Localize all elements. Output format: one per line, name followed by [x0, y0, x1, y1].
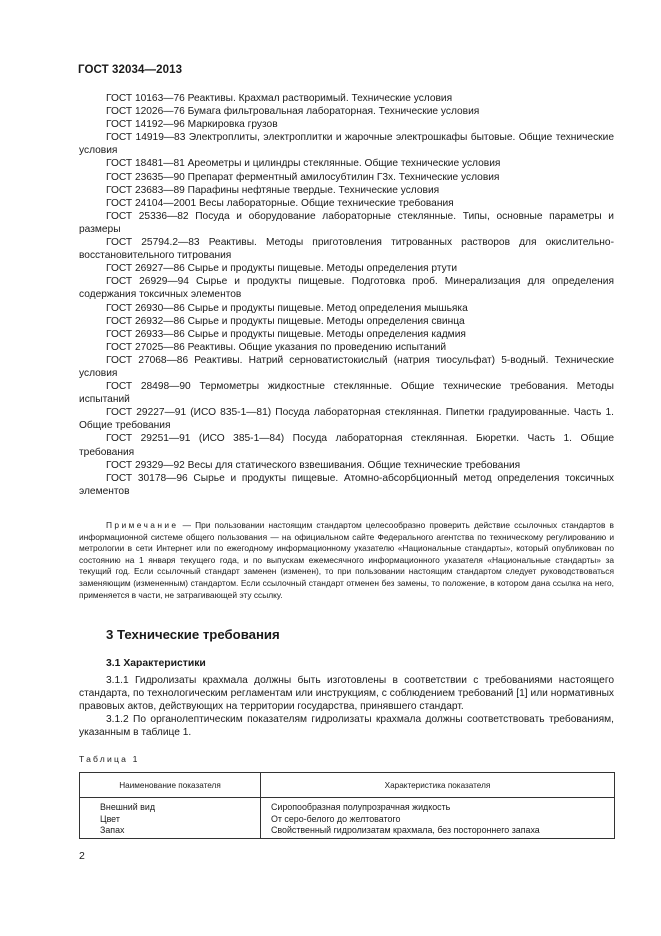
table-row — [80, 798, 615, 814]
reference-item: ГОСТ 23635—90 Препарат ферментный амилосубтилин Г3х. Технические условия — [106, 171, 500, 183]
subsection-title: 3.1 Характеристики — [106, 658, 206, 669]
table-row — [80, 825, 615, 838]
paragraph: 3.1.1 Гидролизаты крахмала должны быть изготовлены в соответствии с требованиями настоящего стандарта, по технологическим регламентам или инструкциям, с соблюдением требований [1] или нормативных правовых актов, действующих на территории государства, принявшего стандарт. — [79, 675, 614, 713]
reference-item: ГОСТ 26929—94 Сырье и продукты пищевые. Подготовка проб. Минерализация для определения содержания токсичных элементов — [79, 276, 614, 301]
reference-item: ГОСТ 26932—86 Сырье и продукты пищевые. Методы определения свинца — [106, 315, 465, 327]
table-label: Таблица 1 — [79, 754, 140, 764]
reference-item: ГОСТ 14192—96 Маркировка грузов — [106, 119, 278, 131]
note-text: — При пользовании настоящим стандартом целесообразно проверить действие ссылочных стандартов в информационной системе общего пользования — на официальном сайте Федерального агентства по техническому регулированию и метрологии в сети Интернет или по ежегодному информационному указателю «Национальные стандарты», который опубликован по состоянию на 1 января текущего года, и по выпускам ежемесячного информационного указателя «Национальные стандарты» за текущий год. Если ссылочный стандарт заменен (изменен), то при пользовании настоящим стандартом следует руководствоваться заменяющим (измененным) стандартом. Если ссылочный стандарт отменен без замены, то положение, в котором дана ссылка на него, применяется в части, не затрагивающей эту ссылку. — [79, 520, 615, 600]
reference-item: ГОСТ 29227—91 (ИСО 835-1—81) Посуда лабораторная стеклянная. Пипетки градуированные. Часть 1. Общие требования — [79, 407, 614, 432]
reference-item: ГОСТ 25794.2—83 Реактивы. Методы приготовления титрованных растворов для окислительно-восстановительного титрования — [79, 237, 614, 262]
reference-item: ГОСТ 29251—91 (ИСО 385-1—84) Посуда лабораторная стеклянная. Бюретки. Часть 1. Общие требования — [79, 433, 614, 458]
table-cell: Запах — [80, 825, 261, 838]
reference-item: ГОСТ 29329—92 Весы для статического взвешивания. Общие технические требования — [106, 459, 521, 471]
reference-item: ГОСТ 26933—86 Сырье и продукты пищевые. Методы определения кадмия — [106, 328, 466, 340]
reference-item: ГОСТ 30178—96 Сырье и продукты пищевые. Атомно-абсорбционный метод определения токсичных элементов — [79, 472, 614, 497]
reference-item: ГОСТ 27068—86 Реактивы. Натрий серноватистокислый (натрия тиосульфат) 5-водный. Технические условия — [79, 354, 614, 379]
column-header: Наименование показателя — [80, 773, 261, 798]
page-number: 2 — [79, 850, 85, 862]
reference-item: ГОСТ 10163—76 Реактивы. Крахмал растворимый. Технические условия — [106, 93, 453, 104]
reference-item: ГОСТ 14919—83 Электроплиты, электроплитки и жарочные электрошкафы бытовые. Общие технические условия — [79, 132, 614, 157]
reference-item: ГОСТ 24104—2001 Весы лабораторные. Общие технические требования — [106, 197, 454, 209]
table-1 — [79, 772, 615, 839]
note-block — [79, 520, 614, 601]
reference-item: ГОСТ 25336—82 Посуда и оборудование лабораторные стеклянные. Типы, основные параметры и размеры — [79, 210, 614, 235]
table-cell: Внешний вид — [80, 798, 261, 814]
document-header: ГОСТ 32034—2013 — [78, 64, 183, 76]
reference-item: ГОСТ 12026—76 Бумага фильтровальная лабораторная. Технические условия — [106, 106, 480, 118]
reference-item: ГОСТ 26927—86 Сырье и продукты пищевые. Методы определения ртути — [106, 263, 458, 275]
paragraph: 3.1.2 По органолептическим показателям гидролизаты крахмала должны соответствовать требованиям, указанным в таблице 1. — [79, 714, 614, 739]
table-header-row — [80, 773, 615, 798]
table-cell: От серо-белого до желтоватого — [261, 814, 615, 826]
table-cell: Свойственный гидролизатам крахмала, без постороннего запаха — [261, 825, 615, 838]
reference-item: ГОСТ 27025—86 Реактивы. Общие указания по проведению испытаний — [106, 341, 447, 353]
reference-item: ГОСТ 28498—90 Термометры жидкостные стеклянные. Общие технические требования. Методы испытаний — [79, 381, 614, 406]
body-text — [79, 674, 614, 739]
normative-references-list — [79, 92, 614, 498]
reference-item: ГОСТ 18481—81 Ареометры и цилиндры стеклянные. Общие технические условия — [106, 158, 501, 170]
table-row — [80, 814, 615, 826]
column-header: Характеристика показателя — [261, 773, 615, 798]
reference-item: ГОСТ 23683—89 Парафины нефтяные твердые. Технические условия — [106, 184, 440, 196]
note-label: Примечание — [106, 520, 179, 530]
section-title: 3 Технические требования — [106, 627, 280, 642]
reference-item: ГОСТ 26930—86 Сырье и продукты пищевые. Метод определения мышьяка — [106, 302, 468, 314]
table-cell: Сиропообразная полупрозрачная жидкость — [261, 798, 615, 814]
table-cell: Цвет — [80, 814, 261, 826]
